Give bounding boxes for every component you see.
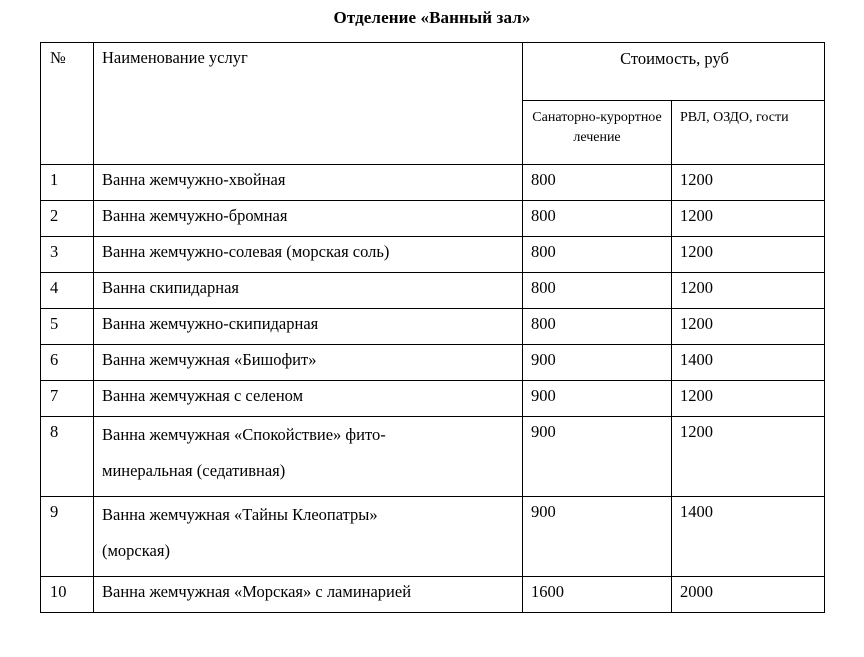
cell-service-name	[94, 273, 523, 309]
price-other-value: 1200	[680, 278, 713, 297]
cell-row-number	[41, 165, 94, 201]
price-other-value: 1200	[680, 242, 713, 261]
cell-service-name	[94, 237, 523, 273]
price-other-value: 1200	[680, 170, 713, 189]
service-name-block	[94, 309, 522, 340]
cell-price-sanatorium	[523, 381, 672, 417]
row-number-value: 9	[50, 502, 59, 521]
table-row	[41, 165, 825, 201]
cell-row-number	[41, 237, 94, 273]
table-header	[41, 43, 825, 165]
table-row	[41, 577, 825, 613]
cell-price-sanatorium	[523, 273, 672, 309]
service-name-line: Ванна жемчужно-солевая (морская соль)	[102, 242, 390, 261]
service-name-block	[94, 417, 522, 496]
cell-price-sanatorium	[523, 201, 672, 237]
price-sanatorium-value: 800	[531, 206, 556, 225]
table-row	[41, 381, 825, 417]
cell-price-other	[672, 345, 825, 381]
cell-row-number	[41, 273, 94, 309]
cell-service-name	[94, 201, 523, 237]
price-sanatorium-value: 800	[531, 242, 556, 261]
price-list-table	[40, 42, 825, 613]
cell-price-other	[672, 165, 825, 201]
price-other-value: 1200	[680, 206, 713, 225]
cell-row-number	[41, 577, 94, 613]
row-number-value: 2	[50, 206, 59, 225]
cell-row-number	[41, 497, 94, 577]
table-row	[41, 417, 825, 497]
cell-price-sanatorium	[523, 165, 672, 201]
header-row-primary	[41, 43, 825, 101]
cell-row-number	[41, 417, 94, 497]
cell-service-name	[94, 417, 523, 497]
header-label-number: №	[50, 48, 66, 67]
header-cell-cost-other	[672, 101, 825, 165]
table-row	[41, 237, 825, 273]
cell-row-number	[41, 309, 94, 345]
cell-price-sanatorium	[523, 345, 672, 381]
service-name-block	[94, 237, 522, 268]
cell-service-name	[94, 381, 523, 417]
service-name-line: Ванна жемчужно-бромная	[102, 206, 288, 225]
cell-service-name	[94, 577, 523, 613]
price-other-value: 1200	[680, 422, 713, 441]
header-cell-service-name	[94, 43, 523, 165]
price-sanatorium-value: 900	[531, 350, 556, 369]
table-row	[41, 273, 825, 309]
price-sanatorium-value: 900	[531, 422, 556, 441]
service-name-line: Ванна скипидарная	[102, 278, 239, 297]
cell-service-name	[94, 497, 523, 577]
service-name-block	[94, 201, 522, 232]
service-name-line: (морская)	[102, 541, 170, 560]
cell-price-other	[672, 273, 825, 309]
service-name-block	[94, 345, 522, 376]
table-row	[41, 201, 825, 237]
header-label-cost-group: Стоимость, руб	[620, 49, 729, 68]
price-sanatorium-value: 800	[531, 170, 556, 189]
table-row	[41, 345, 825, 381]
service-name-block	[94, 497, 522, 576]
row-number-value: 4	[50, 278, 59, 297]
row-number-value: 8	[50, 422, 59, 441]
service-name-block	[94, 577, 522, 608]
cell-price-other	[672, 577, 825, 613]
cell-row-number	[41, 201, 94, 237]
cell-row-number	[41, 345, 94, 381]
service-name-line: Ванна жемчужная «Тайны Клеопатры»	[102, 505, 378, 524]
row-number-value: 5	[50, 314, 59, 333]
price-other-value: 1400	[680, 502, 713, 521]
price-other-value: 1200	[680, 314, 713, 333]
price-sanatorium-value: 800	[531, 314, 556, 333]
service-name-block	[94, 273, 522, 304]
header-label-cost-sanatorium: Санаторно-курортное лечение	[532, 110, 662, 145]
table-row	[41, 309, 825, 345]
row-number-value: 10	[50, 582, 67, 601]
cell-service-name	[94, 165, 523, 201]
cell-price-other	[672, 237, 825, 273]
service-name-block	[94, 381, 522, 412]
table-row	[41, 497, 825, 577]
row-number-value: 6	[50, 350, 59, 369]
service-name-line: Ванна жемчужная с селеном	[102, 386, 304, 405]
cell-price-sanatorium	[523, 417, 672, 497]
header-label-cost-other: РВЛ, ОЗДО, гости	[680, 110, 789, 125]
row-number-value: 3	[50, 242, 59, 261]
price-other-value: 2000	[680, 582, 713, 601]
service-name-line: минеральная (седативная)	[102, 461, 286, 480]
cell-service-name	[94, 309, 523, 345]
row-number-value: 1	[50, 170, 59, 189]
cell-price-sanatorium	[523, 309, 672, 345]
cell-service-name	[94, 345, 523, 381]
header-cell-cost-group	[523, 43, 825, 101]
header-cell-number	[41, 43, 94, 165]
row-number-value: 7	[50, 386, 59, 405]
service-name-line: Ванна жемчужная «Бишофит»	[102, 350, 317, 369]
price-other-value: 1400	[680, 350, 713, 369]
cell-row-number	[41, 381, 94, 417]
service-name-line: Ванна жемчужная «Морская» с ламинарией	[102, 582, 412, 601]
service-name-block	[94, 165, 522, 196]
header-cell-cost-sanatorium	[523, 101, 672, 165]
price-sanatorium-value: 900	[531, 386, 556, 405]
cell-price-other	[672, 417, 825, 497]
service-name-line: Ванна жемчужная «Спокойствие» фито-	[102, 425, 386, 444]
cell-price-other	[672, 497, 825, 577]
cell-price-sanatorium	[523, 237, 672, 273]
cell-price-sanatorium	[523, 497, 672, 577]
cell-price-other	[672, 201, 825, 237]
service-name-line: Ванна жемчужно-скипидарная	[102, 314, 319, 333]
table-body	[41, 165, 825, 613]
price-sanatorium-value: 900	[531, 502, 556, 521]
cell-price-other	[672, 381, 825, 417]
page-title: Отделение «Ванный зал»	[333, 8, 531, 27]
service-name-line: Ванна жемчужно-хвойная	[102, 170, 286, 189]
price-sanatorium-value: 1600	[531, 582, 564, 601]
price-sanatorium-value: 800	[531, 278, 556, 297]
cell-price-sanatorium	[523, 577, 672, 613]
price-other-value: 1200	[680, 386, 713, 405]
cell-price-other	[672, 309, 825, 345]
header-label-service-name: Наименование услуг	[102, 48, 248, 67]
